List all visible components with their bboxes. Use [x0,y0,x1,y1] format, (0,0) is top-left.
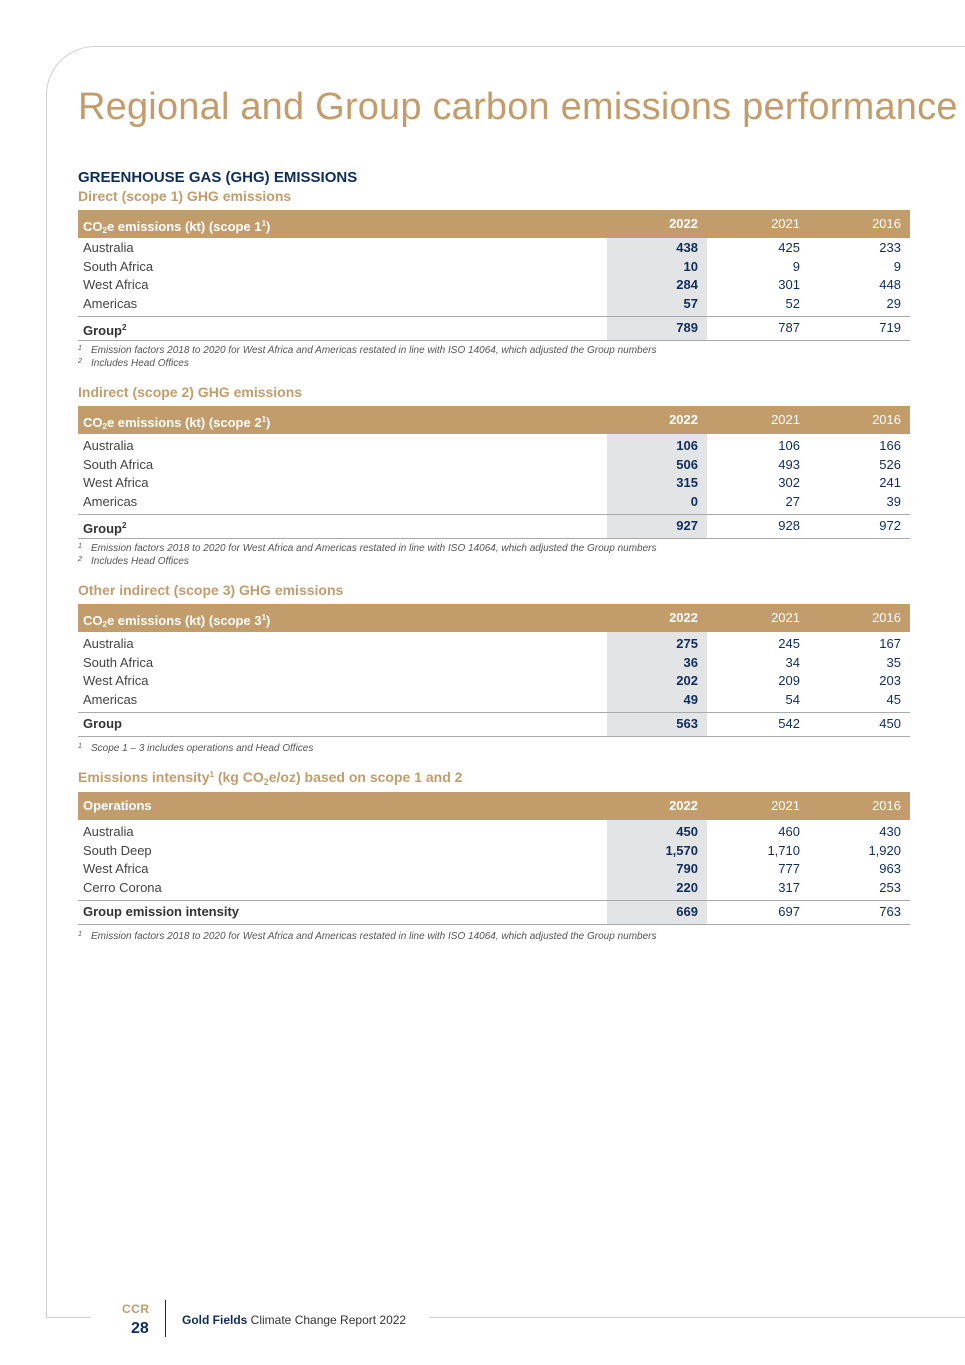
table-body [78,238,910,341]
page-title: Regional and Group carbon emissions performance [78,86,958,128]
header-label: Operations [83,798,152,813]
footer-report-title: Gold Fields Climate Change Report 2022 [182,1313,407,1327]
table-body [78,434,910,539]
header-2016: 2016 [872,610,901,625]
page-frame-left [46,95,47,1317]
table-row: Americas 57 52 29 [83,296,901,312]
table-row: Australia 450 460 430 [83,824,901,839]
table-row: South Africa 10 9 9 [83,258,901,274]
table-header [78,406,910,434]
page-frame-top [95,46,965,47]
table-body [78,820,910,925]
scope2-table [78,406,910,539]
table-row: Australia 106 106 166 [83,438,901,453]
footnote: 1 Emission factors 2018 to 2020 for West Africa and Americas restated in line with ISO 14064, which adjusted the Group numbers [78,345,657,356]
header-2022: 2022 [669,610,698,625]
footnote: 1 Scope 1 – 3 includes operations and Head Offices [78,743,314,754]
table-total-row: Group 563 542 450 [78,712,910,737]
header-2022: 2022 [669,798,698,813]
table-row: Australia 438 425 233 [83,240,901,255]
scope3-table [78,604,910,737]
header-2016: 2016 [872,216,901,231]
page-frame-bottom-right [430,1317,965,1318]
table-row: Cerro Corona 220 317 253 [83,880,901,896]
table-row: West Africa 790 777 963 [83,861,901,877]
footnote: 2 Includes Head Offices [78,358,189,369]
footer-divider [165,1300,166,1337]
table3-subheading: Other indirect (scope 3) GHG emissions [78,582,344,598]
page-number: 28 [131,1320,149,1337]
header-2016: 2016 [872,412,901,427]
header-2021: 2021 [771,412,800,427]
header-2021: 2021 [771,610,800,625]
table-row: Americas 0 27 39 [83,494,901,510]
table-total-row: Group emission intensity 669 697 763 [78,900,910,925]
section-heading: GREENHOUSE GAS (GHG) EMISSIONS [78,169,358,186]
intensity-table [78,792,910,925]
header-2016: 2016 [872,798,901,813]
table1-subheading: Direct (scope 1) GHG emissions [78,188,292,204]
header-label: $CO_2e$ emissions (kt) (scope $1^1$) [83,219,271,235]
table-row: West Africa 202 209 203 [83,673,901,689]
header-2022: 2022 [669,216,698,231]
table-header [78,792,910,820]
footnote: 1 Emission factors 2018 to 2020 for West Africa and Americas restated in line with ISO 14064, which adjusted the Group numbers [78,543,657,554]
table4-subheading: Emissions intensity$^1$ (kg $CO_2e/oz$) based on scope 1 and 2 [78,769,463,787]
table-row: West Africa 315 302 241 [83,475,901,491]
table-total-row: Group$^2$ 927 928 972 [78,514,910,539]
table-body [78,632,910,737]
table-row: Americas 49 54 45 [83,692,901,708]
footnote: 2 Includes Head Offices [78,556,189,567]
table-row: West Africa 284 301 448 [83,277,901,293]
table-row: South Africa 36 34 35 [83,654,901,670]
header-label: $CO_2e$ emissions (kt) (scope $2^1$) [83,415,271,431]
footnote: 1 Emission factors 2018 to 2020 for West Africa and Americas restated in line with ISO 14064, which adjusted the Group numbers [78,931,657,942]
scope1-table [78,210,910,341]
table-header [78,210,910,238]
header-2021: 2021 [771,798,800,813]
table-row: Australia 275 245 167 [83,636,901,651]
header-2021: 2021 [771,216,800,231]
table-row: South Africa 506 493 526 [83,456,901,472]
table-total-row: Group$^2$ 789 787 719 [78,316,910,341]
table-header [78,604,910,632]
table-row: South Deep 1,570 1,710 1,920 [83,842,901,858]
header-label: $CO_2e$ emissions (kt) (scope $3^1$) [83,613,271,629]
header-2022: 2022 [669,412,698,427]
table2-subheading: Indirect (scope 2) GHG emissions [78,384,303,400]
page-frame-bottom-left [46,1317,90,1318]
footer-ccr-label: CCR [122,1302,150,1316]
